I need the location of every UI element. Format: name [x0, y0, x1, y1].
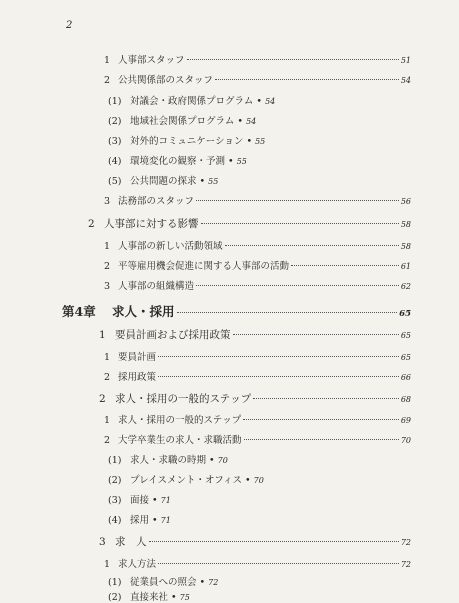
toc-chapter: 第4章 求人・採用 65 — [62, 304, 411, 319]
toc-entry: (2) 地域社会関係プログラム • 54 — [108, 116, 257, 127]
toc-entry: 3 法務部のスタッフ 56 — [104, 196, 411, 207]
toc-entry: (1) 求人・求職の時期 • 70 — [108, 455, 228, 466]
toc-entry: (5) 公共問題の探求 • 55 — [108, 176, 219, 187]
toc-entry: 2 平等雇用機会促進に関する人事部の活動 61 — [104, 261, 411, 272]
toc-entry: (3) 対外的コミュニケーション • 55 — [108, 136, 266, 147]
toc-entry: (2) プレイスメント・オフィス • 70 — [108, 475, 264, 486]
toc-entry: 2 大学卒業生の求人・求職活動 70 — [104, 435, 411, 446]
toc-section: 2 求人・採用の一般的ステップ 68 — [99, 393, 411, 405]
toc-entry: (1) 対議会・政府関係プログラム • 54 — [108, 96, 276, 107]
toc-entry: 1 求人・採用の一般的ステップ 69 — [104, 415, 411, 426]
toc-entry: 1 人事部スタッフ 51 — [104, 55, 411, 66]
toc-entry: 1 求人方法 72 — [104, 559, 411, 570]
toc-entry: (4) 採用 • 71 — [108, 515, 171, 526]
page-number: 2 — [66, 20, 73, 31]
toc-entry: 2 採用政策 66 — [104, 372, 411, 383]
toc-entry: 2 公共関係部のスタッフ 54 — [104, 75, 411, 86]
toc-entry: 3 人事部の組織構造 62 — [104, 281, 411, 292]
toc-entry: (2) 直接来社 • 75 — [108, 592, 190, 603]
toc-section: 1 要員計画および採用政策 65 — [99, 329, 411, 341]
toc-section: 2 人事部に対する影響 58 — [88, 218, 411, 230]
toc-entry: 1 人事部の新しい活動領域 58 — [104, 241, 411, 252]
toc-entry: (4) 環境変化の観察・予測 • 55 — [108, 156, 247, 167]
toc-entry: 1 要員計画 65 — [104, 352, 411, 363]
toc-entry: (1) 従業員への照会 • 72 — [108, 577, 219, 588]
toc-section: 3 求 人 72 — [99, 536, 411, 548]
toc-entry: (3) 面接 • 71 — [108, 495, 171, 506]
